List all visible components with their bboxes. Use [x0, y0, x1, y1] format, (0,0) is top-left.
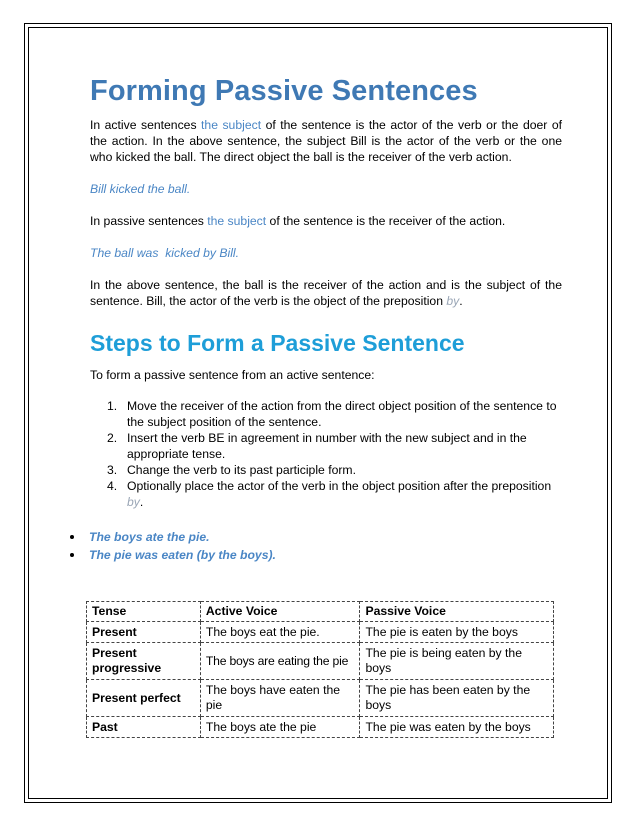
table-header: Active Voice — [200, 602, 360, 622]
intro-paragraph-2: In passive sentences the subject of the sentence is the receiver of the action. — [90, 214, 506, 228]
list-item: The boys ate the pie. — [70, 528, 550, 546]
list-item: 1. Move the receiver of the action from the direct object position of the sentence to the subject position of the sentence. — [107, 399, 557, 429]
subject-highlight: the subject — [201, 118, 262, 132]
list-item: The pie was eaten (by the boys). — [70, 546, 550, 564]
table-cell: Present perfect — [87, 680, 201, 717]
example-active: Bill kicked the ball. — [90, 182, 191, 196]
table-header: Passive Voice — [360, 602, 554, 622]
list-item: 4. Optionally place the actor of the verb in the object position after the preposition by. — [107, 479, 552, 509]
table-cell: Present — [87, 622, 201, 643]
table-cell: The pie has been eaten by the boys — [360, 680, 554, 717]
table-cell: The pie is eaten by the boys — [360, 622, 554, 643]
table-header-row — [87, 602, 554, 622]
example-passive: The ball was kicked by Bill. — [90, 246, 240, 260]
table-cell: Past — [87, 717, 201, 738]
steps-heading: Steps to Form a Passive Sentence — [90, 330, 465, 356]
steps-lead: To form a passive sentence from an active sentence: — [90, 368, 375, 382]
steps-list — [90, 398, 562, 510]
bullet-icon — [70, 553, 74, 557]
table-row — [87, 643, 554, 680]
example-bullets — [70, 528, 550, 564]
table-row — [87, 680, 554, 717]
preposition-highlight: by — [127, 495, 140, 509]
document-body — [90, 74, 562, 510]
table-cell: The pie is being eaten by the boys — [360, 643, 554, 680]
list-item: 2. Insert the verb BE in agreement in number with the new subject and in the appropriate tense. — [107, 431, 527, 461]
table-row — [87, 717, 554, 738]
intro-paragraph-1: In active sentences the subject of the sentence is the actor of the verb or the doer of the action. In the above sentence, the subject Bill is the actor of the verb or the one who kicked the ball. The direct object the ball is the receiver of the verb action. — [90, 118, 562, 164]
page-title: Forming Passive Sentences — [90, 75, 478, 107]
table-cell: The boys ate the pie — [200, 717, 360, 738]
bullet-icon — [70, 535, 74, 539]
tense-table — [86, 601, 554, 738]
table-cell: The boys eat the pie. — [200, 622, 360, 643]
subject-highlight: the subject — [207, 214, 267, 228]
preposition-highlight: by — [446, 294, 460, 308]
table-header: Tense — [87, 602, 201, 622]
table-cell: The pie was eaten by the boys — [360, 717, 554, 738]
table-cell: The boys are eating the pie — [200, 643, 360, 680]
list-item: 3. Change the verb to its past participle form. — [107, 463, 356, 477]
intro-paragraph-3: In the above sentence, the ball is the receiver of the action and is the subject of the sentence. Bill, the actor of the verb is the object of the preposition by. — [90, 278, 562, 308]
table-row — [87, 622, 554, 643]
table-cell: Present progressive — [87, 643, 201, 680]
table-cell: The boys have eaten the pie — [200, 680, 360, 717]
